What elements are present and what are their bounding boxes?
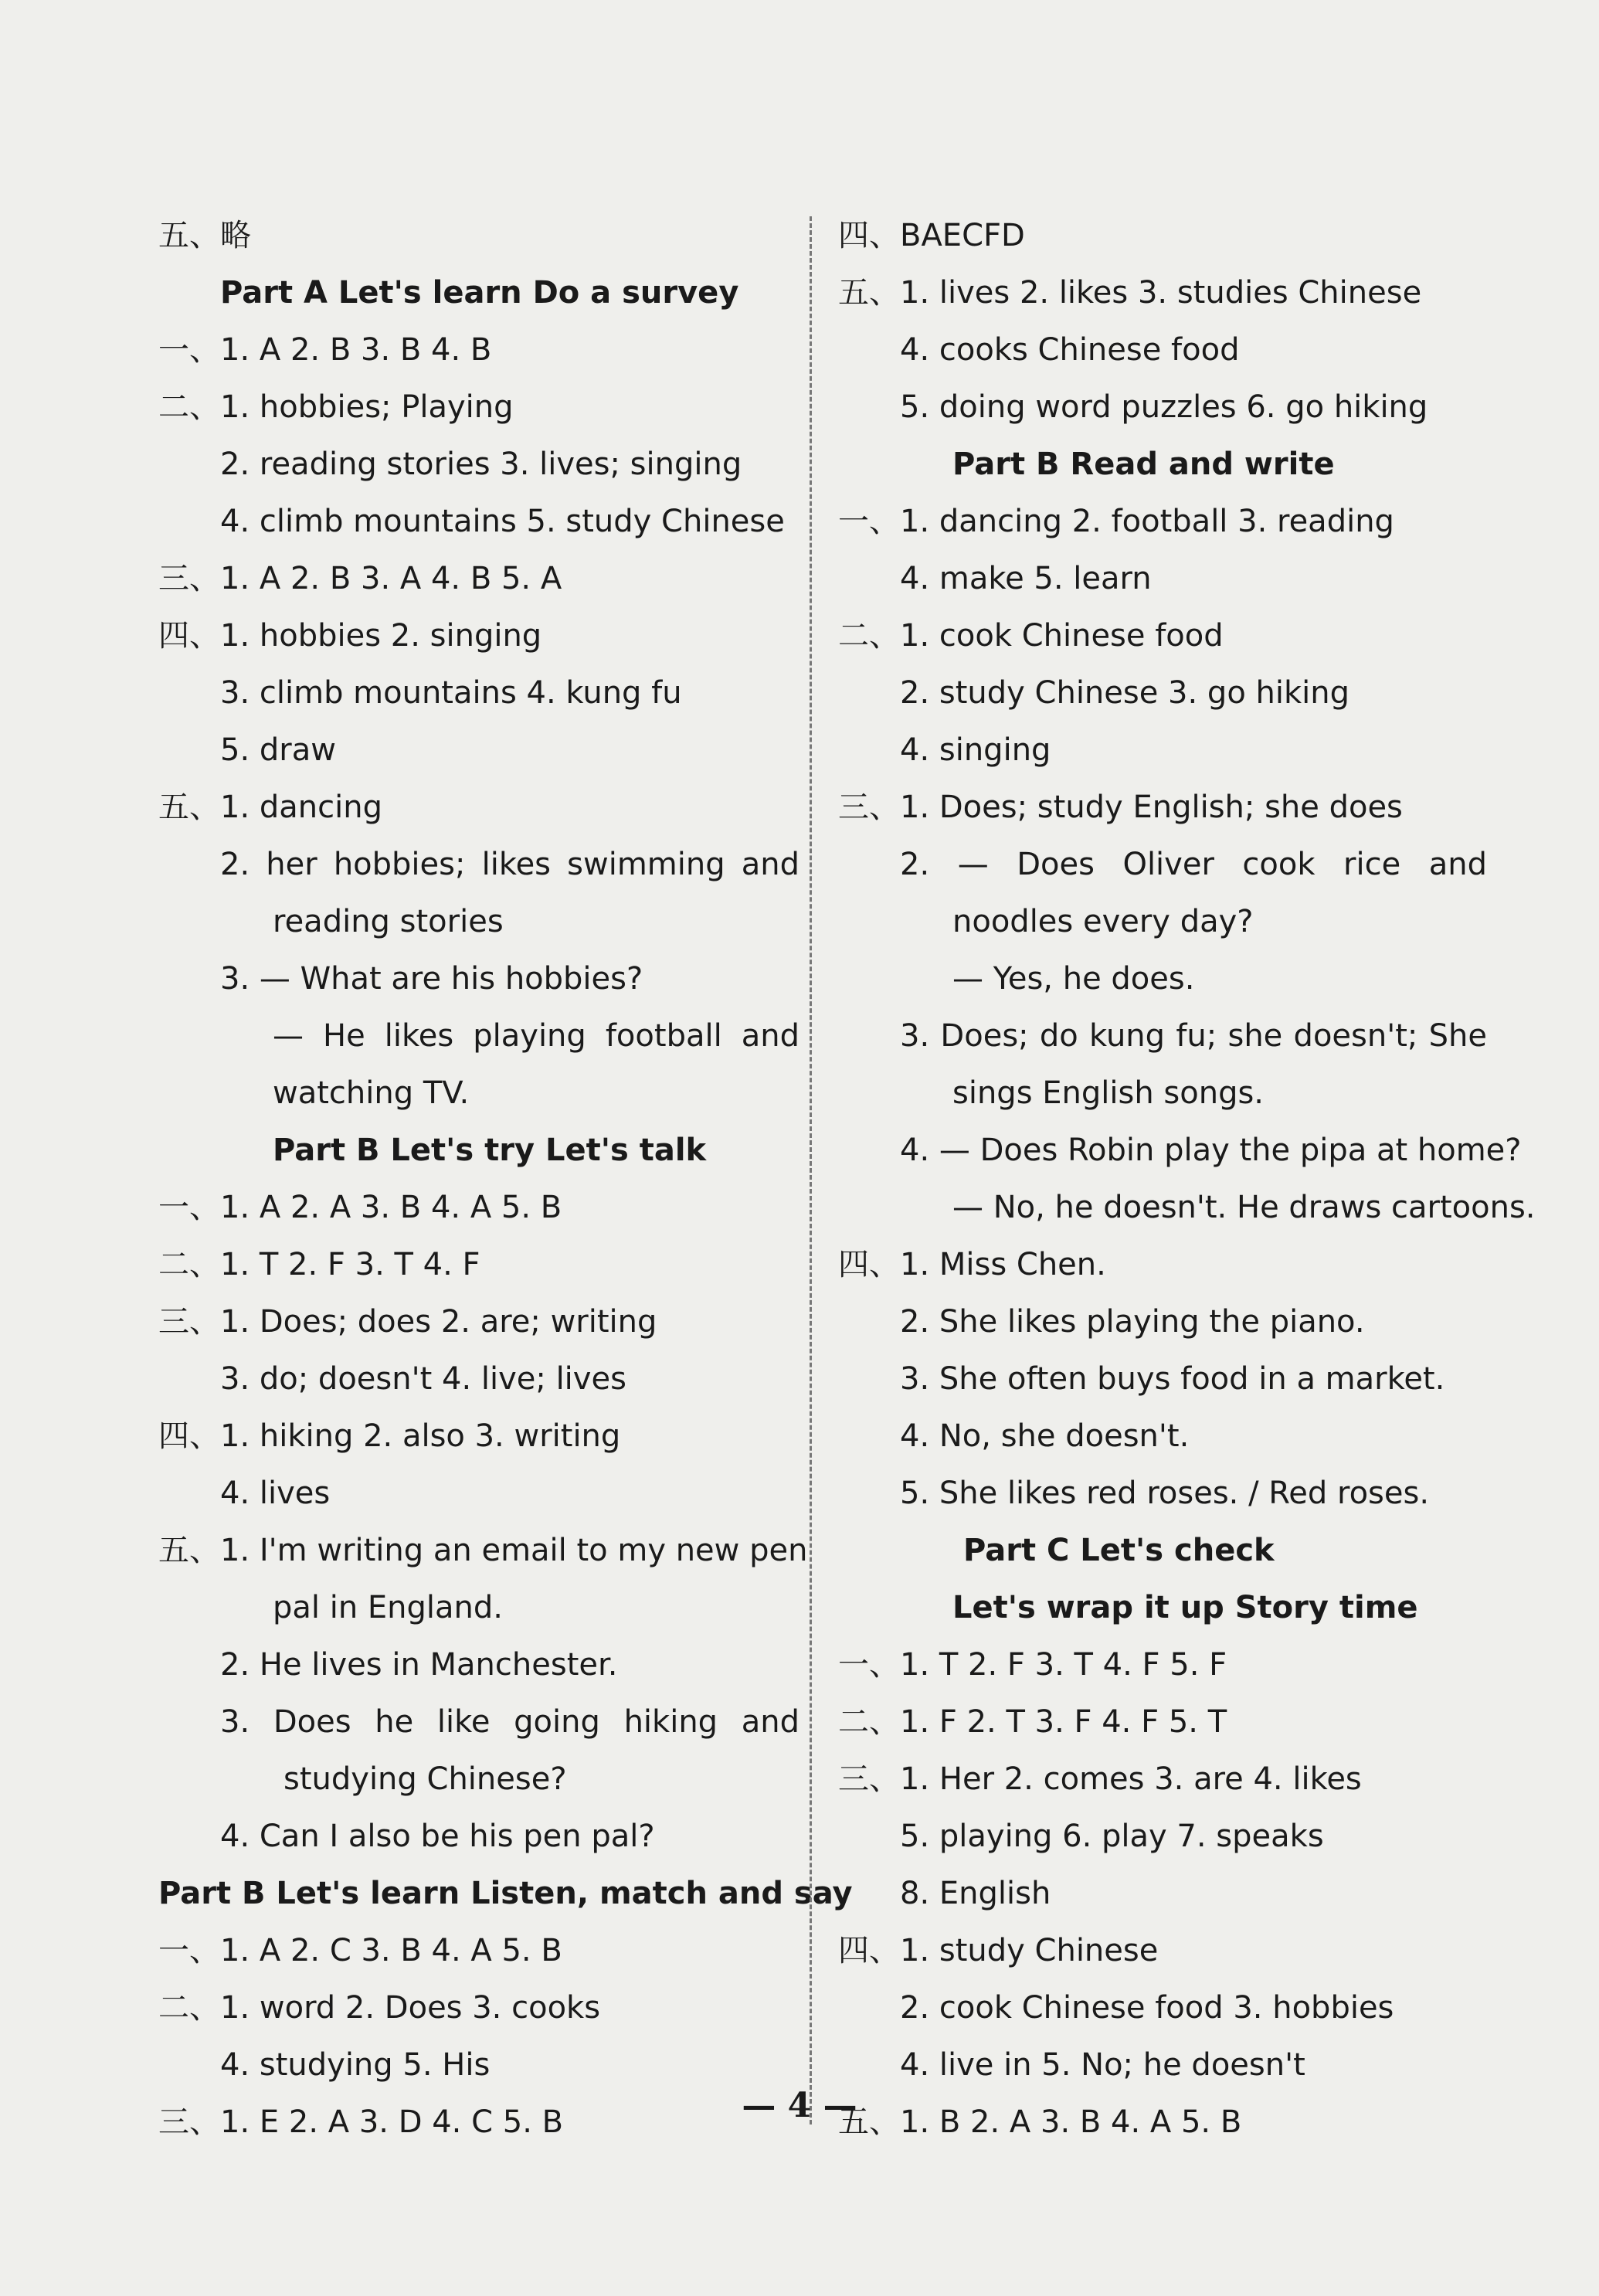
answer-line <box>838 893 1487 950</box>
answer-text: 3. climb mountains 4. kung fu <box>220 675 682 711</box>
answer-text: — He likes playing football and <box>273 1018 800 1054</box>
question-number: 二、 <box>838 618 900 654</box>
question-number: 三、 <box>838 1761 900 1797</box>
answer-line <box>838 1408 1487 1465</box>
question-number: 二、 <box>158 1247 220 1282</box>
page-number: — 4 — <box>742 2086 857 2125</box>
answer-text: Part A Let's learn Do a survey <box>220 275 739 311</box>
answer-text: 2. She likes playing the piano. <box>900 1304 1365 1340</box>
answer-line <box>838 1236 1487 1293</box>
question-number: 一、 <box>838 1647 900 1683</box>
answer-text: 8. English <box>900 1876 1051 1911</box>
answer-line <box>838 1293 1487 1350</box>
question-number: 二、 <box>158 389 220 425</box>
question-number: 五、 <box>158 1533 220 1568</box>
answer-text: 1. Does; study English; she does <box>900 790 1403 825</box>
answer-text: 1. lives 2. likes 3. studies Chinese <box>900 275 1422 311</box>
answer-line <box>838 493 1487 550</box>
left-column <box>158 207 853 2151</box>
answer-line <box>838 207 1487 264</box>
answer-line <box>158 836 800 893</box>
answer-text: 4. lives <box>220 1476 331 1511</box>
answer-text: 4. make 5. learn <box>900 561 1152 596</box>
answer-text: 2. study Chinese 3. go hiking <box>900 675 1349 711</box>
answer-line <box>158 493 800 550</box>
answer-line <box>158 607 800 664</box>
answer-line <box>158 1979 800 2036</box>
answer-line <box>158 1408 800 1465</box>
answer-text: 5. playing 6. play 7. speaks <box>900 1819 1324 1854</box>
answer-line <box>158 1808 800 1865</box>
answer-text: Let's wrap it up Story time <box>952 1590 1418 1625</box>
answer-line <box>838 1865 1487 1922</box>
answer-text: — Yes, he does. <box>952 961 1195 997</box>
answer-text: 2. He lives in Manchester. <box>220 1647 618 1683</box>
answer-line <box>158 1579 800 1636</box>
answer-text: 4. live in 5. No; he doesn't <box>900 2047 1305 2083</box>
answer-text: 1. hiking 2. also 3. writing <box>220 1418 621 1454</box>
answer-line <box>838 722 1487 779</box>
answer-text: 1. word 2. Does 3. cooks <box>220 1990 601 2026</box>
question-number: 一、 <box>158 1190 220 1225</box>
question-number: 一、 <box>158 1933 220 1968</box>
question-number: 四、 <box>158 1418 220 1454</box>
answer-line <box>158 436 800 493</box>
answer-line <box>838 664 1487 722</box>
question-number: 二、 <box>838 1704 900 1740</box>
question-number: 五、 <box>158 218 220 253</box>
answer-text: Part B Let's learn Listen, match and say <box>158 1876 853 1911</box>
answer-line <box>838 1922 1487 1979</box>
answer-text: 4. — Does Robin play the pipa at home? <box>900 1133 1522 1168</box>
answer-line <box>838 2036 1487 2094</box>
answer-line <box>838 550 1487 607</box>
answer-text: 2. cook Chinese food 3. hobbies <box>900 1990 1394 2026</box>
answer-text: 4. No, she doesn't. <box>900 1418 1190 1454</box>
answer-text: 1. study Chinese <box>900 1933 1159 1968</box>
answer-line <box>158 1636 800 1693</box>
answer-text: BAECFD <box>900 218 1025 253</box>
answer-line <box>158 550 800 607</box>
answer-text: 1. T 2. F 3. T 4. F 5. F <box>900 1647 1227 1683</box>
answer-text: 1. A 2. A 3. B 4. A 5. B <box>220 1190 562 1225</box>
answer-line <box>158 1522 808 1579</box>
answer-text: watching TV. <box>273 1075 470 1111</box>
answer-line <box>158 207 800 264</box>
answer-text: reading stories <box>273 904 504 939</box>
question-number: 一、 <box>838 504 900 539</box>
answer-line <box>838 264 1487 321</box>
answer-text: 3. — What are his hobbies? <box>220 961 643 997</box>
answer-text: 2. her hobbies; likes swimming and <box>220 847 800 882</box>
answer-text: 1. cook Chinese food <box>900 618 1224 654</box>
answer-line <box>158 1007 800 1065</box>
answer-line <box>158 1179 800 1236</box>
answer-line <box>158 722 800 779</box>
answer-text: 4. cooks Chinese food <box>900 332 1240 368</box>
answer-text: Part B Let's try Let's talk <box>273 1133 707 1168</box>
question-number: 五、 <box>838 2104 900 2140</box>
question-number: 四、 <box>838 1247 900 1282</box>
answer-text: 1. Does; does 2. are; writing <box>220 1304 657 1340</box>
question-number: 二、 <box>158 1990 220 2026</box>
answer-line <box>838 379 1487 436</box>
answer-text: 1. B 2. A 3. B 4. A 5. B <box>900 2104 1242 2140</box>
answer-text: 1. hobbies 2. singing <box>220 618 542 654</box>
answer-line <box>158 1236 800 1293</box>
answer-text: 3. Does he like going hiking and <box>220 1704 800 1740</box>
answer-line <box>158 2036 800 2094</box>
answer-text: 3. do; doesn't 4. live; lives <box>220 1361 626 1397</box>
question-number: 四、 <box>158 618 220 654</box>
answer-text: 1. hobbies; Playing <box>220 389 514 425</box>
answer-text: studying Chinese? <box>283 1761 567 1797</box>
question-number: 三、 <box>158 561 220 596</box>
answer-text: 4. climb mountains 5. study Chinese <box>220 504 785 539</box>
answer-line <box>838 1122 1522 1179</box>
answer-line <box>838 321 1487 379</box>
answer-line <box>158 1350 800 1408</box>
answer-text: 2. — Does Oliver cook rice and <box>900 847 1487 882</box>
answer-text: 1. A 2. B 3. B 4. B <box>220 332 492 368</box>
answer-line <box>158 1922 800 1979</box>
question-number: 三、 <box>838 790 900 825</box>
answer-text: 4. studying 5. His <box>220 2047 491 2083</box>
answer-line <box>838 1751 1487 1808</box>
question-number: 三、 <box>158 2104 220 2140</box>
answer-text: 1. F 2. T 3. F 4. F 5. T <box>900 1704 1227 1740</box>
answer-text: 1. I'm writing an email to my new pen <box>220 1533 808 1568</box>
answer-text: 3. Does; do kung fu; she doesn't; She <box>900 1018 1487 1054</box>
section-header <box>838 436 1487 493</box>
right-column <box>838 207 1536 2151</box>
answer-line <box>838 779 1487 836</box>
question-number: 五、 <box>838 275 900 311</box>
answer-line <box>838 1350 1487 1408</box>
answer-text: 1. Miss Chen. <box>900 1247 1106 1282</box>
section-header <box>838 1579 1487 1636</box>
answer-text: 4. Can I also be his pen pal? <box>220 1819 655 1854</box>
answer-text: 1. T 2. F 3. T 4. F <box>220 1247 480 1282</box>
column-divider <box>810 216 812 2124</box>
section-header <box>158 264 800 321</box>
section-header <box>838 1522 1487 1579</box>
answer-line <box>838 1979 1487 2036</box>
answer-line <box>838 1179 1536 1236</box>
question-number: 四、 <box>838 1933 900 1968</box>
answer-line <box>158 1693 800 1751</box>
answer-line <box>158 1065 800 1122</box>
answer-line <box>158 893 800 950</box>
answer-line <box>158 779 800 836</box>
answer-line <box>838 607 1487 664</box>
answer-text: 1. A 2. C 3. B 4. A 5. B <box>220 1933 562 1968</box>
question-number: 一、 <box>158 332 220 368</box>
answer-text: 3. She often buys food in a market. <box>900 1361 1445 1397</box>
answer-text: — No, he doesn't. He draws cartoons. <box>952 1190 1536 1225</box>
answer-text: 1. E 2. A 3. D 4. C 5. B <box>220 2104 564 2140</box>
section-header <box>158 1122 800 1179</box>
answer-line <box>838 1465 1487 1522</box>
answer-line <box>158 379 800 436</box>
answer-text: 略 <box>220 218 251 253</box>
answer-line <box>158 1465 800 1522</box>
answer-line <box>158 1293 800 1350</box>
question-number: 五、 <box>158 790 220 825</box>
answer-text: noodles every day? <box>952 904 1254 939</box>
answer-text: sings English songs. <box>952 1075 1265 1111</box>
section-header <box>158 1865 853 1922</box>
answer-line <box>158 664 800 722</box>
answer-line <box>838 836 1487 893</box>
answer-line <box>838 1007 1487 1065</box>
answer-line <box>838 1065 1487 1122</box>
answer-text: 4. singing <box>900 732 1051 768</box>
answer-text: 5. draw <box>220 732 336 768</box>
answer-text: Part B Read and write <box>952 447 1335 482</box>
answer-line <box>838 1808 1487 1865</box>
answer-text: 5. She likes red roses. / Red roses. <box>900 1476 1430 1511</box>
question-number: 三、 <box>158 1304 220 1340</box>
answer-line <box>838 950 1487 1007</box>
answer-line <box>838 1693 1487 1751</box>
question-number: 四、 <box>838 218 900 253</box>
answer-text: Part C Let's check <box>963 1533 1275 1568</box>
answer-text: 2. reading stories 3. lives; singing <box>220 447 742 482</box>
answer-text: 1. dancing <box>220 790 382 825</box>
answer-text: 5. doing word puzzles 6. go hiking <box>900 389 1428 425</box>
answer-text: pal in England. <box>273 1590 504 1625</box>
answer-line <box>158 321 800 379</box>
answer-line <box>158 950 800 1007</box>
answer-line <box>158 1751 800 1808</box>
answer-line <box>838 1636 1487 1693</box>
answer-text: 1. Her 2. comes 3. are 4. likes <box>900 1761 1362 1797</box>
answer-text: 1. dancing 2. football 3. reading <box>900 504 1394 539</box>
answer-text: 1. A 2. B 3. A 4. B 5. A <box>220 561 562 596</box>
